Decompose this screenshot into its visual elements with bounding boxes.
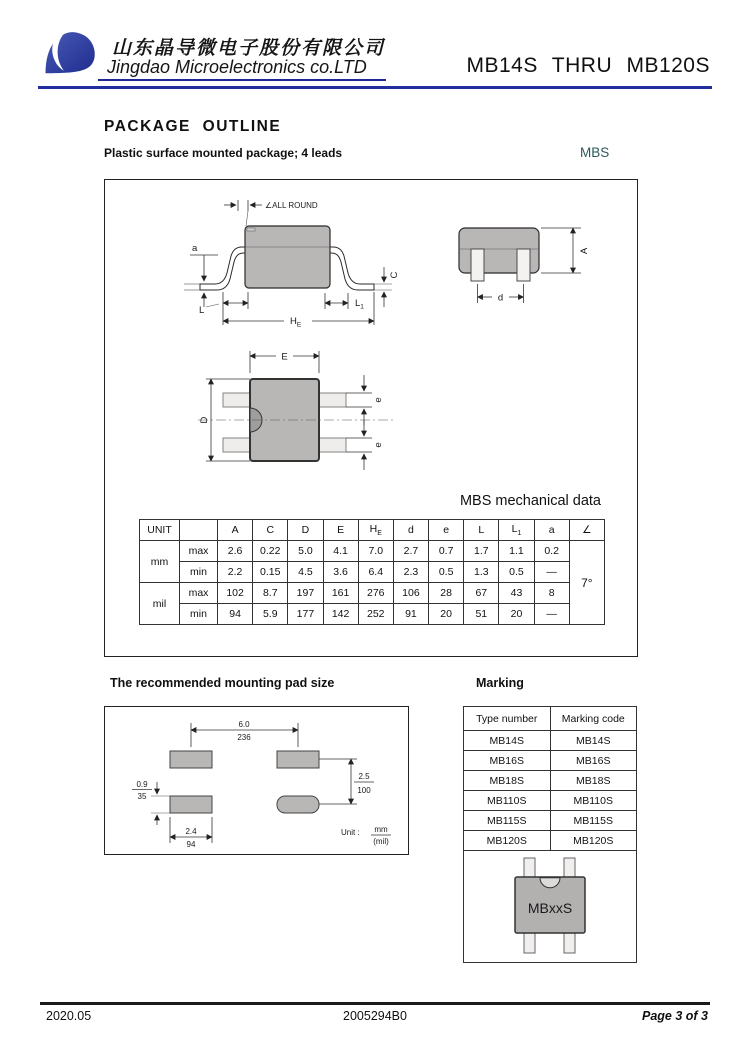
marking-row: MB115S MB115S <box>464 811 637 831</box>
marking-table <box>463 706 637 963</box>
pad-dim-left-mil: 35 <box>137 792 147 801</box>
marking-row: MB110S MB110S <box>464 791 637 811</box>
marking-row: MB120S MB120S <box>464 831 637 851</box>
dim-label-he: $H_E$ <box>290 316 302 329</box>
company-name-cn: 山东晶导微电子股份有限公司 <box>112 38 386 59</box>
pad-dim-bottom-mil: 94 <box>186 840 196 849</box>
pad-section-title: The recommended mounting pad size <box>110 676 335 690</box>
page-title: PACKAGE OUTLINE <box>104 118 282 135</box>
end-view-drawing <box>441 211 626 336</box>
mech-table <box>139 519 605 625</box>
mech-row-mm-max: mm max 2.6 0.22 5.0 4.1 7.0 2.7 0.7 1.7 1.1 0.2 7° <box>140 541 605 562</box>
part-range-title: MB14S THRU MB120S <box>466 54 710 77</box>
marking-header-row: Type number Marking code <box>464 707 637 731</box>
package-marking-text: MBxxS <box>527 900 573 916</box>
dim-label-E: E <box>281 351 288 363</box>
dim-label-a: a <box>192 243 198 254</box>
marking-package-row <box>464 851 637 963</box>
marking-row: MB14S MB14S <box>464 731 637 751</box>
pad-dim-right-mm: 2.5 <box>358 772 370 781</box>
pad-dim-bottom-mm: 2.4 <box>185 827 197 836</box>
mech-table-title: MBS mechanical data <box>459 493 601 509</box>
dim-label-l1: $L_1$ <box>355 298 364 311</box>
pad-drawing-box <box>104 706 409 855</box>
all-round-label: ∠ALL ROUND <box>265 201 318 210</box>
marking-row: MB18S MB18S <box>464 771 637 791</box>
mech-row-mil-min: min 94 5.9 177 142 252 91 20 51 20 — <box>140 604 605 625</box>
mech-header-row: UNIT A C D E $H_E$ d e L $L_1$ a ∠ <box>140 520 605 541</box>
pad-unit-prefix: Unit : <box>341 828 360 837</box>
pad-unit-mm: mm <box>374 825 388 834</box>
pad-dim-top-mm: 6.0 <box>238 720 250 729</box>
footer-rule <box>40 1002 710 1005</box>
pad-dim-left-mm: 0.9 <box>136 780 148 789</box>
pad-dim-right-mil: 100 <box>357 786 371 795</box>
header-rule <box>38 86 712 89</box>
marking-package-drawing <box>465 851 635 959</box>
dim-label-D: D <box>199 416 210 424</box>
dim-label-e2: e <box>373 442 384 448</box>
mech-row-mil-max: mil max 102 8.7 197 161 276 106 28 67 43 8 <box>140 583 605 604</box>
dim-label-l: L <box>199 305 205 316</box>
footer-doc-number: 2005294B0 <box>343 1009 407 1023</box>
side-view-drawing <box>178 197 400 333</box>
dim-label-d: d <box>497 292 504 304</box>
outline-drawing-box <box>104 179 638 657</box>
marking-section-title: Marking <box>476 676 524 690</box>
dim-label-e1: e <box>373 397 384 403</box>
footer-page-number: Page 3 of 3 <box>642 1009 708 1023</box>
pad-dim-top-mil: 236 <box>237 733 251 742</box>
mech-row-mm-min: min 2.2 0.15 4.5 3.6 6.4 2.3 0.5 1.3 0.5 — <box>140 562 605 583</box>
dim-label-A: A <box>579 247 590 255</box>
top-view-drawing <box>196 343 401 481</box>
company-logo <box>42 27 98 81</box>
marking-row: MB16S MB16S <box>464 751 637 771</box>
company-name-en: Jingdao Microelectronics co.LTD <box>107 57 367 77</box>
package-code: MBS <box>580 145 610 160</box>
pad-unit-mil: (mil) <box>373 837 389 846</box>
package-subtitle: Plastic surface mounted package; 4 leads <box>104 146 343 160</box>
mech-angle-value: 7° <box>569 541 604 625</box>
company-underline <box>98 79 386 81</box>
footer-date: 2020.05 <box>46 1009 92 1023</box>
pad-drawing <box>105 707 406 852</box>
dim-label-c: C <box>389 271 400 279</box>
